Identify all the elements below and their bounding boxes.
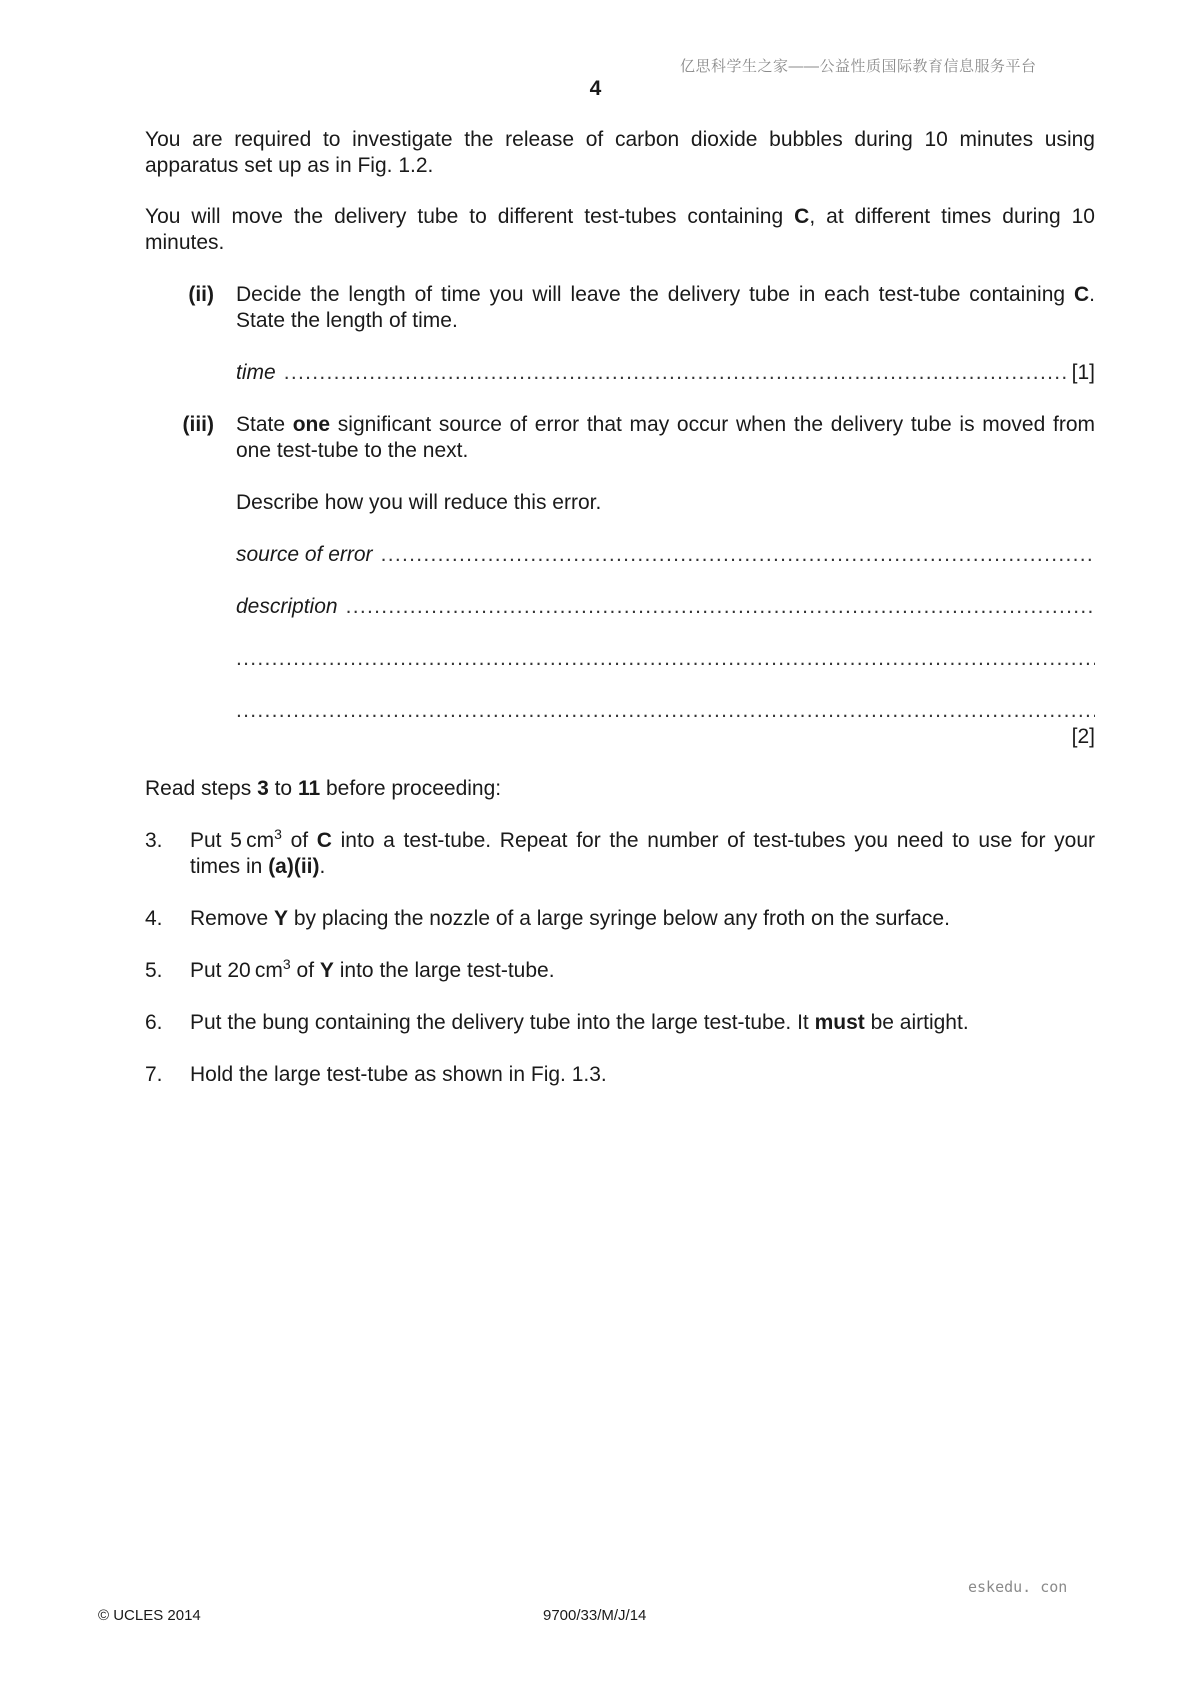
step-3-b: of	[281, 829, 317, 852]
step-3-bold-2: (a)(ii)	[268, 855, 320, 878]
step-7-number: 7.	[145, 1063, 163, 1086]
step-4-number: 4.	[145, 907, 163, 930]
description-answer-line-3[interactable]	[236, 698, 1095, 724]
intro-p2-bold: C	[794, 205, 810, 228]
time-label: time	[236, 361, 276, 384]
step-6-number: 6.	[145, 1011, 163, 1034]
steps-intro-d: before proceeding:	[320, 777, 502, 800]
description-dots-2[interactable]	[236, 646, 1095, 672]
step-3-a: Put 5 cm	[190, 829, 275, 852]
footer-copyright: © UCLES 2014	[98, 1607, 201, 1624]
q2-text-bold: C	[1073, 283, 1090, 306]
time-answer-dots[interactable]	[284, 360, 1066, 386]
description-answer-line[interactable]	[236, 594, 1095, 620]
question-iii-text-2: Describe how you will reduce this error.	[236, 491, 602, 514]
source-of-error-answer-line[interactable]	[236, 542, 1095, 568]
step-4-bold: Y	[274, 907, 289, 930]
step-5-c: into the large test-tube.	[333, 959, 555, 982]
step-5-sup: 3	[282, 956, 291, 972]
q3-text-b: significant source of error that may occur when the delivery tube is moved from one test-tube to the next.	[236, 413, 1095, 462]
q3-marks: [2]	[1071, 725, 1095, 748]
description-answer-line-2[interactable]	[236, 646, 1095, 672]
question-number-iii: (iii)	[182, 413, 214, 436]
q2-marks: [1]	[1071, 361, 1095, 384]
step-4-b: by placing the nozzle of a large syringe below any froth on the surface.	[288, 907, 950, 930]
steps-intro	[145, 776, 1095, 802]
step-3-sup: 3	[274, 826, 282, 842]
footer-paper-code: 9700/33/M/J/14	[543, 1607, 647, 1624]
step-5-a: Put 20 cm	[190, 959, 283, 982]
source-of-error-label: source of error	[236, 543, 373, 566]
question-ii-text	[236, 282, 1095, 334]
time-answer-line[interactable]	[236, 360, 1095, 386]
question-number-ii: (ii)	[188, 283, 214, 306]
intro-p2-text-end: , at different times during 10 minutes.	[145, 205, 1095, 254]
intro-paragraph-2	[145, 204, 1095, 256]
step-5-number: 5.	[145, 959, 163, 982]
step-6-b: be airtight.	[864, 1011, 969, 1034]
steps-intro-a: Read steps	[145, 777, 258, 800]
step-7-text: Hold the large test-tube as shown in Fig. 1.3.	[190, 1063, 607, 1086]
step-6-a: Put the bung containing the delivery tube into the large test-tube. It	[190, 1011, 815, 1034]
steps-intro-b2: 11	[297, 777, 321, 800]
step-5-b: of	[290, 959, 320, 982]
q2-text-a: Decide the length of time you will leave the delivery tube in each test-tube containing	[236, 283, 1074, 306]
step-6-text	[190, 1010, 1095, 1036]
step-6-bold: must	[814, 1011, 865, 1034]
step-3-number: 3.	[145, 829, 163, 852]
question-iii-text	[236, 412, 1095, 464]
intro-p2-text: You will move the delivery tube to different test-tubes containing	[145, 205, 795, 228]
source-of-error-dots[interactable]	[381, 542, 1095, 568]
steps-intro-c: to	[268, 777, 298, 800]
step-5-text	[190, 958, 1095, 984]
q3-text-a: State	[236, 413, 293, 436]
step-3-c: into a test-tube. Repeat for the number of test-tubes you need to use for your times in	[190, 829, 1095, 878]
step-4-a: Remove	[190, 907, 275, 930]
q3-text-bold: one	[292, 413, 331, 436]
step-3-bold: C	[316, 829, 332, 852]
footer-watermark: eskedu. con	[968, 1578, 1068, 1596]
header-watermark: 亿思科学生之家——公益性质国际教育信息服务平台	[680, 58, 1037, 75]
intro-paragraph-1: You are required to investigate the release of carbon dioxide bubbles during 10 minutes using apparatus set up as in Fig. 1.2.	[145, 128, 1095, 177]
steps-intro-b1: 3	[257, 777, 269, 800]
description-label: description	[236, 595, 338, 618]
page-number: 4	[589, 77, 602, 100]
step-4-text	[190, 906, 1095, 932]
step-3-text	[190, 828, 1095, 880]
description-dots[interactable]	[346, 594, 1095, 620]
step-5-bold: Y	[319, 959, 334, 982]
description-dots-3[interactable]	[236, 698, 1095, 724]
step-3-d: .	[319, 855, 326, 878]
q2-text-b: . State the length of time.	[236, 283, 1095, 332]
